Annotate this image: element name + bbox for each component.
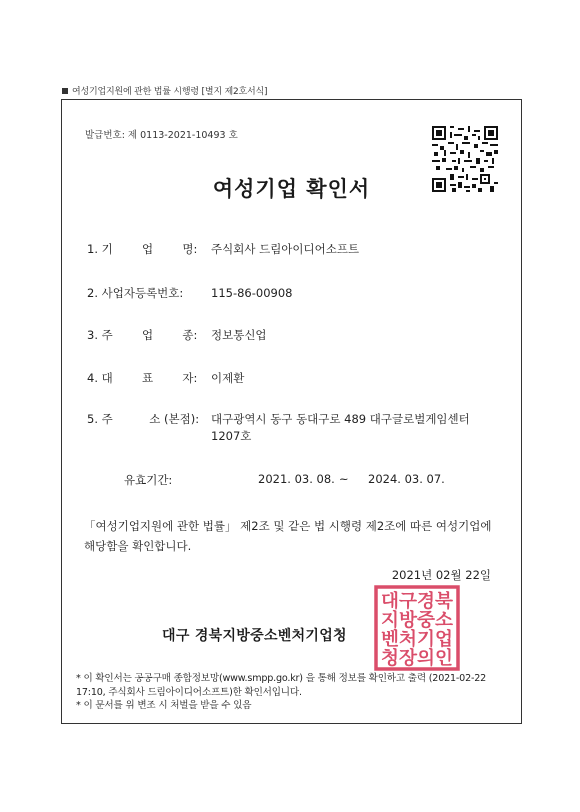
square-bullet-icon (62, 88, 68, 94)
form-caption (62, 84, 267, 97)
issuer-name: 대구 경북지방중소벤처기업청 (162, 628, 347, 644)
field-value: 115-86-00908 (211, 286, 293, 300)
field-label: 3. 주 업 종: (87, 328, 198, 342)
document-title: 여성기업 확인서 (212, 177, 371, 201)
validity-start: 2021. 03. 08. (258, 472, 335, 486)
issue-number: 발급번호: 제 0113-2021-10493 호 (85, 130, 238, 141)
seal-line: 벤처기업 (381, 629, 451, 650)
field-label: 1. 기 업 명: (87, 242, 198, 256)
field-value: 정보통신업 (211, 328, 267, 342)
field-value: 대구광역시 동구 동대구로 489 대구글로벌게임센터 1207호 (211, 412, 470, 443)
footnote-forgery-warning: * 이 문서를 위 변조 시 처벌을 받을 수 있음 (76, 700, 252, 711)
official-seal-stamp (374, 585, 460, 671)
seal-line: 청장의인 (381, 648, 451, 669)
footnotes (76, 672, 516, 713)
seal-line: 지방중소 (381, 610, 451, 631)
confirmation-statement: 「여성기업지원에 관한 법률」 제2조 및 같은 법 시행령 제2조에 따른 여성기업에 해당함을 확인합니다. (84, 519, 492, 553)
field-label: 2. 사업자등록번호: (87, 286, 184, 300)
form-caption-text: 여성기업지원에 관한 법률 시행령 [별지 제2호서식] (72, 87, 268, 97)
validity-label: 유효기간: (124, 473, 173, 487)
seal-line: 대구경북 (381, 591, 451, 612)
certificate-frame (61, 99, 522, 724)
validity-end: 2024. 03. 07. (368, 472, 445, 486)
issue-date: 2021년 02월 22일 (391, 568, 491, 582)
field-value: 이제환 (211, 371, 245, 385)
validity-separator: ~ (339, 472, 349, 486)
footnote-print-info: * 이 확인서는 공공구매 종합정보망(www.smpp.go.kr) 을 통해 정보를 확인하고 출력 (2021-02-22 17:10, 주식회사 드림아이디어소프트)한 확인서입니다. (76, 673, 487, 698)
field-label: 4. 대 표 자: (87, 371, 198, 385)
field-value: 주식회사 드림아이디어소프트 (211, 242, 360, 256)
field-label: 5. 주 소 (본점): (87, 412, 200, 426)
